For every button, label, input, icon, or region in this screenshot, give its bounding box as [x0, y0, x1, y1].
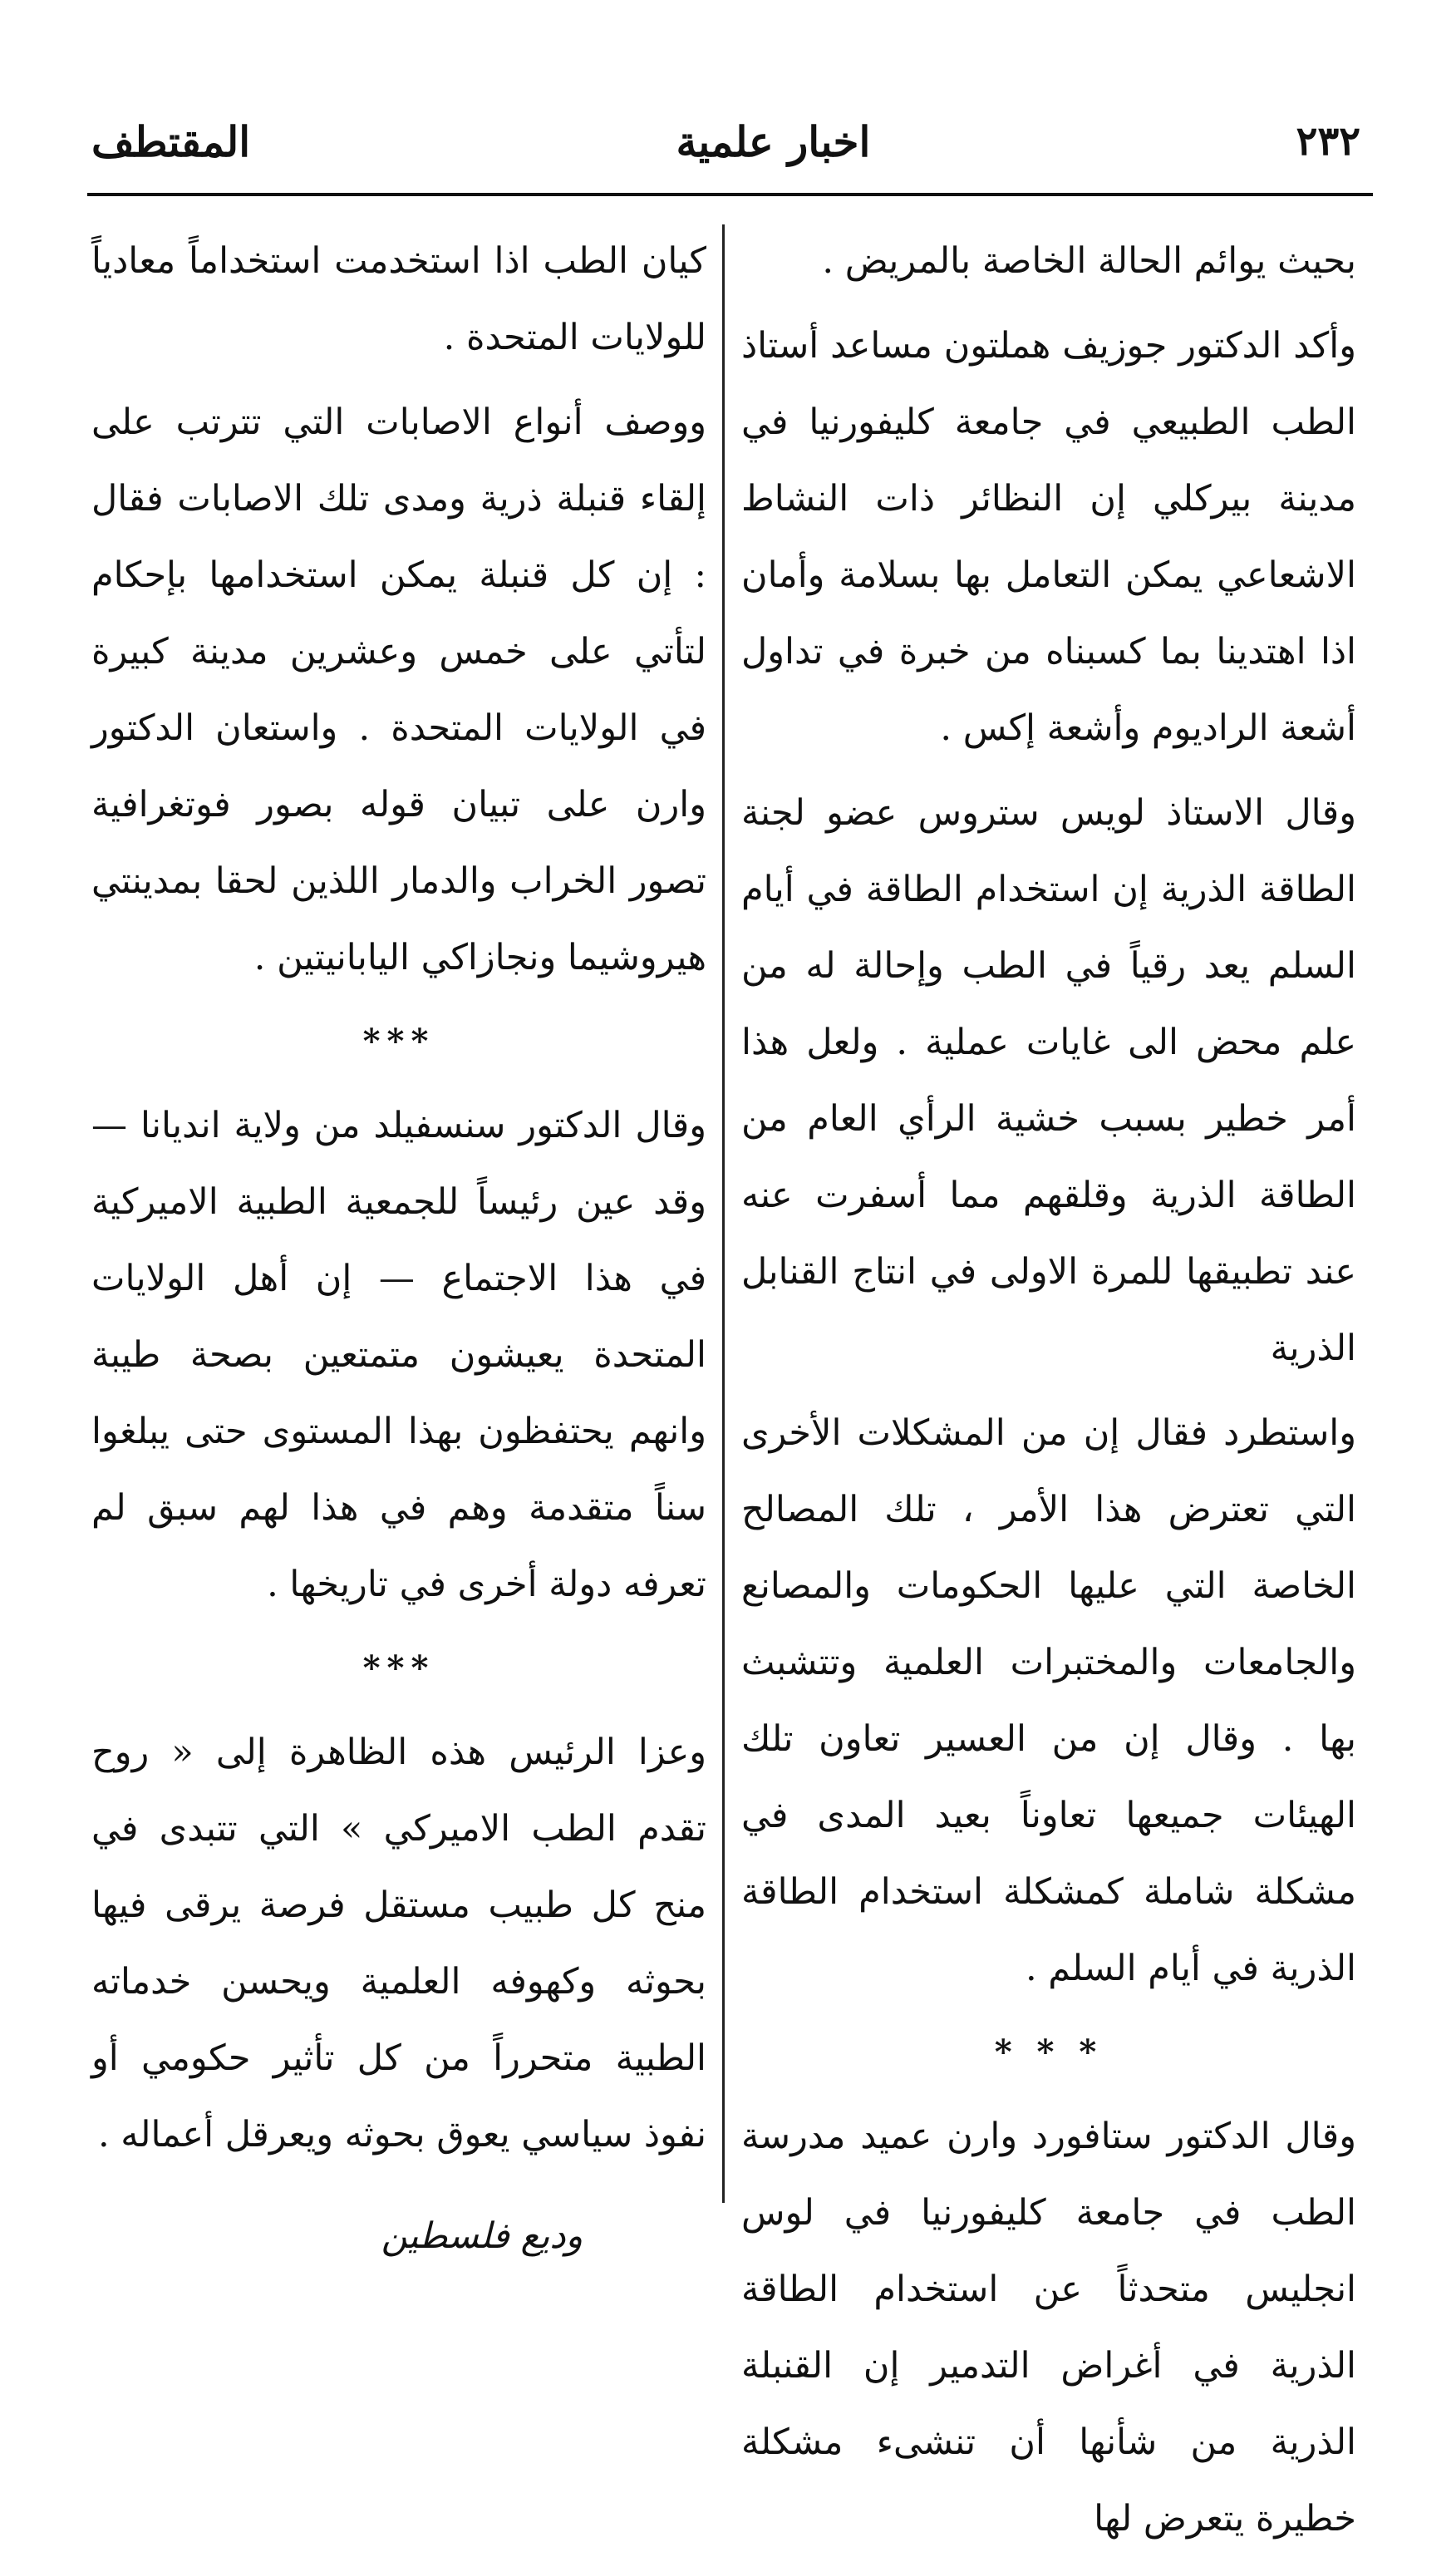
section-separator: ***: [362, 1648, 435, 1687]
right-column: [741, 223, 1356, 2557]
author-signature: وديع فلسطين: [381, 2215, 583, 2257]
column-divider: [722, 224, 725, 2203]
left-column: [91, 223, 706, 2274]
left-paragraph-4: وعزا الرئيس هذه الظاهرة إلى « روح تقدم الطب الاميركي » التي تتبدى في منح كل طبيب مستقل فرصة يرقى فيها بحوثه وكهوفه العلمية ويحسن خدماته الطبية متحرراً من كل تأثير حكومي أو نفوذ سياسي يعوق بحوثه ويعرقل أعماله .: [91, 1732, 706, 2155]
right-paragraph-3: وقال الاستاذ لويس ستروس عضو لجنة الطاقة الذرية إن استخدام الطاقة في أيام السلم يعد رقياً في الطب وإحالة له من علم محض الى غايات عملية . ولعل هذا أمر خطير بسبب خشية الرأي العام من الطاقة الذرية وقلقهم مما أسفرت عنه عند تطبيقها للمرة الاولى في انتاج القنابل الذرية: [741, 792, 1356, 1369]
page-number: ٢٣٢: [1296, 118, 1360, 165]
section-separator: * * *: [994, 2032, 1104, 2072]
right-paragraph-1: بحيث يوائم الحالة الخاصة بالمريض .: [822, 240, 1356, 282]
left-paragraph-2: ووصف أنواع الاصابات التي تترتب على إلقاء قنبلة ذرية ومدى تلك الاصابات فقال : إن كل قنبلة يمكن استخدامها بإحكام لتأتي على خمس وعشرين مدينة كبيرة في الولايات المتحدة . واستعان الدكتور وارن على تبيان قوله بصور فوتغرافية تصور الخراب والدمار اللذين لحقا بمدينتي هيروشيما ونجازاكي اليابانيتين .: [91, 402, 706, 978]
page-header: [91, 104, 1360, 179]
right-paragraph-5: وقال الدكتور ستافورد وارن عميد مدرسة الطب في جامعة كليفورنيا في لوس انجليس متحدثاً عن استخدام الطاقة الذرية في أغراض التدمير إن القنبلة الذرية من شأنها أن تنشىء مشكلة خطيرة يتعرض لها: [741, 2116, 1356, 2540]
magazine-title: المقتطف: [91, 116, 251, 166]
right-paragraph-4: واستطرد فقال إن من المشكلات الأخرى التي تعترض هذا الأمر ، تلك المصالح الخاصة التي عليها الحكومات والمصانع والجامعات والمختبرات العلمية وتتشبث بها . وقال إن من العسير تعاون تلك الهيئات جميعها تعاوناً بعيد المدى في مشكلة شاملة كمشكلة استخدام الطاقة الذرية في أيام السلم .: [741, 1412, 1356, 1989]
left-paragraph-3: وقال الدكتور سنسفيلد من ولاية انديانا — وقد عين رئيساً للجمعية الطبية الاميركية في هذا الاجتماع — إن أهل الولايات المتحدة يعيشون متمتعين بصحة طيبة وانهم يحتفظون بهذا المستوى حتى يبلغوا سناً متقدمة وهم في هذا لهم سبق لم تعرفه دولة أخرى في تاريخها .: [91, 1105, 706, 1605]
section-title: اخبار علمية: [676, 116, 871, 166]
header-rule: [87, 193, 1373, 196]
right-paragraph-2: وأكد الدكتور جوزيف هملتون مساعد أستاذ الطب الطبيعي في جامعة كليفورنيا في مدينة بيركلي إن النظائر ذات النشاط الاشعاعي يمكن التعامل بها بسلامة وأمان اذا اهتدينا بما كسبناه من خبرة في تداول أشعة الراديوم وأشعة إكس .: [741, 325, 1356, 749]
left-paragraph-1: كيان الطب اذا استخدمت استخداماً معادياً للولايات المتحدة .: [91, 240, 706, 358]
section-separator: ***: [362, 1022, 435, 1061]
